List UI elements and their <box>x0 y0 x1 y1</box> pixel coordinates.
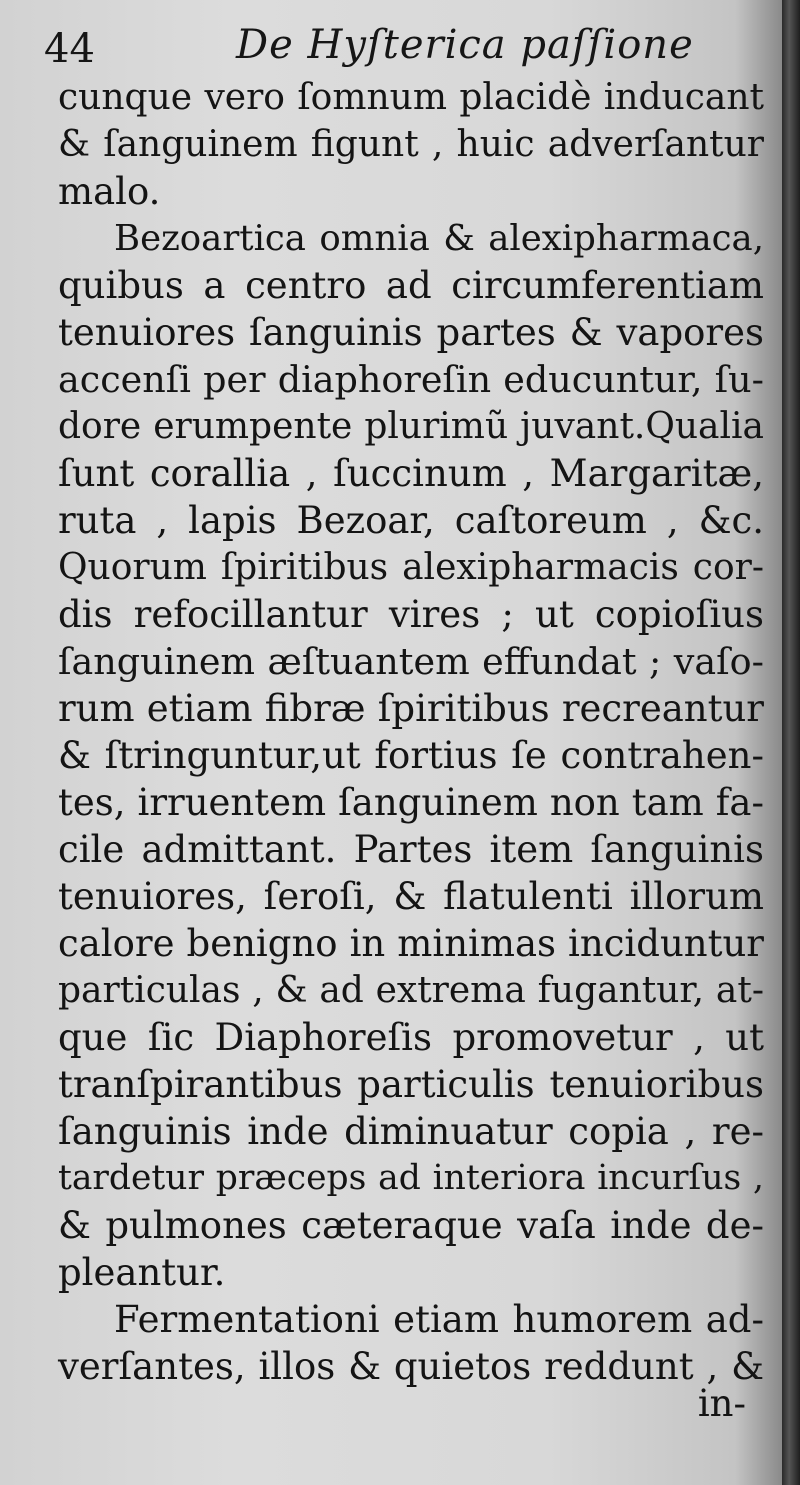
text-line: accenſi per diaphoreſin educuntur, ſu- <box>58 358 764 401</box>
text-line: tardetur præceps ad interiora incurſus , <box>58 1158 764 1198</box>
text-line: verſantes, illos & quietos reddunt , & <box>58 1345 764 1388</box>
text-line: Quorum ſpiritibus alexipharmacis cor- <box>58 547 764 588</box>
page-header <box>44 18 764 80</box>
text-line: tenuiores ſanguinis partes & vapores <box>58 311 764 354</box>
text-line: ruta , lapis Bezoar, caſtoreum , &c. <box>58 499 764 542</box>
text-line: & ſtringuntur,ut fortius ſe contrahen- <box>58 734 764 777</box>
text-line: cile admittant. Partes item ſanguinis <box>58 828 764 871</box>
text-line: Bezoartica omnia & alexipharmaca, <box>114 218 764 259</box>
catchword: in- <box>697 1382 746 1425</box>
text-line: ſanguinem æſtuantem effundat ; vaſo- <box>58 640 764 683</box>
text-line: tes, irruentem ſanguinem non tam fa- <box>58 781 764 824</box>
text-line: particulas , & ad extrema fugantur, at- <box>58 970 764 1011</box>
text-line: Fermentationi etiam humorem ad- <box>114 1298 764 1341</box>
text-line: pleantur. <box>58 1251 226 1294</box>
page-edge <box>782 0 800 1485</box>
text-line: rum etiam fibræ ſpiritibus recreantur <box>58 687 764 730</box>
text-line: dore erumpente plurimũ juvant.Qualia <box>58 406 764 447</box>
running-title: De Hyſterica paſſione <box>236 22 694 68</box>
text-line: tenuiores, ſeroſi, & flatulenti illorum <box>58 875 764 918</box>
text-line: dis refocillantur vires ; ut copioſius <box>58 593 764 636</box>
text-line: ſunt corallia , ſuccinum , Margaritæ, <box>58 452 764 495</box>
text-line: que ſic Diaphoreſis promovetur , ut <box>58 1016 764 1059</box>
text-line: tranſpirantibus particulis tenuioribus <box>58 1063 764 1106</box>
page-number: 44 <box>44 26 95 72</box>
text-line: cunque vero ſomnum placidè inducant <box>58 77 764 118</box>
body-text <box>58 74 764 1390</box>
text-line: & pulmones cæteraque vaſa inde de- <box>58 1204 764 1247</box>
text-line: malo. <box>58 170 161 213</box>
text-line: calore benigno in minimas inciduntur <box>58 922 764 965</box>
text-line: ſanguinis inde diminuatur copia , re- <box>58 1110 764 1153</box>
text-line: & ſanguinem figunt , huic adverſantur <box>58 124 764 165</box>
text-line: quibus a centro ad circumferentiam <box>58 264 764 307</box>
